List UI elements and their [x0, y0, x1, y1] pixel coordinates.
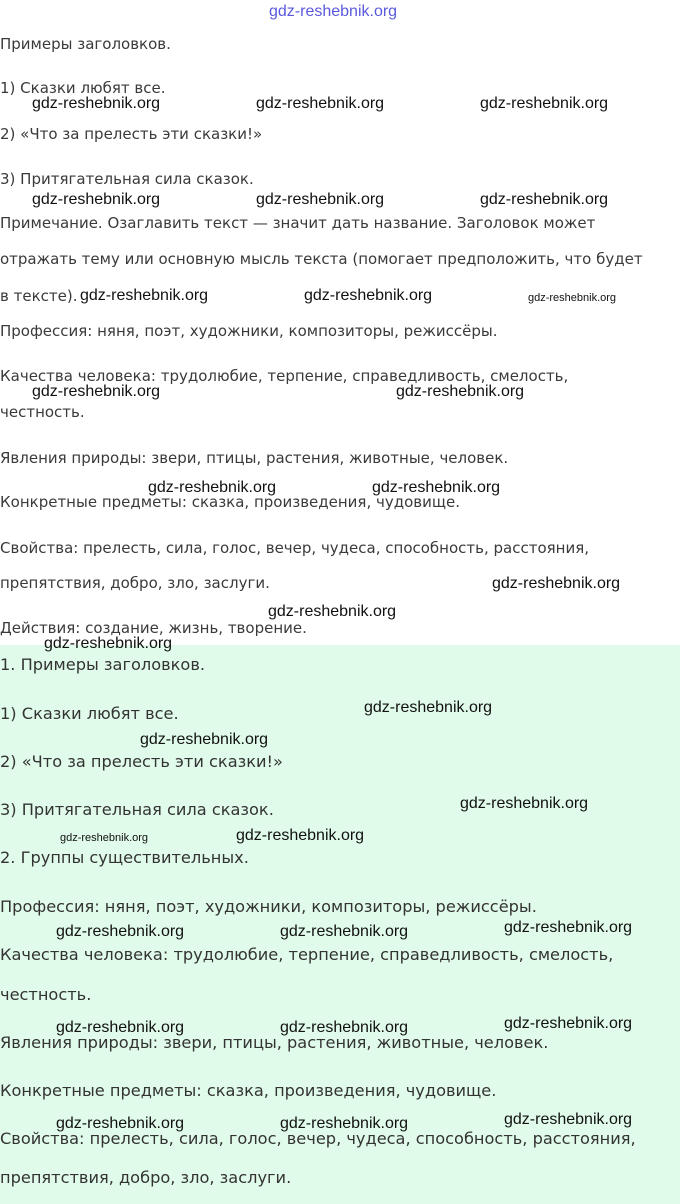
- watermark: gdz-reshebnik.org: [80, 287, 209, 304]
- text-line: Конкретные предметы: сказка, произведения, чудовище.: [0, 1081, 497, 1100]
- watermark: gdz-reshebnik.org: [56, 923, 185, 940]
- text-line: Действия: создание, жизнь, творение.: [0, 619, 307, 637]
- text-line: честность.: [0, 403, 85, 421]
- text-line: честность.: [0, 985, 92, 1004]
- watermark: gdz-reshebnik.org: [372, 479, 501, 496]
- text-line: 1) Сказки любят все.: [0, 704, 179, 723]
- watermark: gdz-reshebnik.org: [32, 383, 161, 400]
- text-line: 2) «Что за прелесть эти сказки!»: [0, 752, 283, 771]
- watermark: gdz-reshebnik.org: [268, 603, 397, 620]
- text-line: Конкретные предметы: сказка, произведения, чудовище.: [0, 493, 460, 511]
- text-line: Качества человека: трудолюбие, терпение, справедливость, смелость,: [0, 945, 614, 964]
- watermark: gdz-reshebnik.org: [236, 827, 365, 844]
- watermark: gdz-reshebnik.org: [280, 1019, 409, 1036]
- text-line: Примечание. Озаглавить текст — значит дать название. Заголовок может: [0, 214, 596, 232]
- text-line: Явления природы: звери, птицы, растения, животные, человек.: [0, 1033, 549, 1052]
- watermark: gdz-reshebnik.org: [44, 635, 173, 652]
- watermark: gdz-reshebnik.org: [504, 919, 633, 936]
- text-line: препятствия, добро, зло, заслуги.: [0, 1168, 292, 1187]
- watermark: gdz-reshebnik.org: [504, 1015, 633, 1032]
- text-line: 3) Притягательная сила сказок.: [0, 170, 254, 188]
- text-line: препятствия, добро, зло, заслуги.: [0, 574, 270, 592]
- watermark: gdz-reshebnik.org: [480, 191, 609, 208]
- text-line: 1. Примеры заголовков.: [0, 655, 206, 674]
- watermark: gdz-reshebnik.org: [396, 383, 525, 400]
- watermark: gdz-reshebnik.org: [32, 95, 161, 112]
- watermark: gdz-reshebnik.org: [269, 3, 398, 20]
- text-line: 2. Группы существительных.: [0, 848, 249, 867]
- watermark: gdz-reshebnik.org: [492, 575, 621, 592]
- text-line: Профессия: няня, поэт, художники, композиторы, режиссёры.: [0, 897, 537, 916]
- watermark: gdz-reshebnik.org: [280, 1115, 409, 1132]
- watermark: gdz-reshebnik.org: [304, 287, 433, 304]
- watermark: gdz-reshebnik.org: [528, 292, 617, 304]
- text-line: 1) Сказки любят все.: [0, 79, 166, 97]
- text-line: Примеры заголовков.: [0, 35, 171, 53]
- text-line: Профессия: няня, поэт, художники, композиторы, режиссёры.: [0, 322, 498, 340]
- text-line: Качества человека: трудолюбие, терпение, справедливость, смелость,: [0, 367, 569, 385]
- watermark: gdz-reshebnik.org: [60, 832, 149, 844]
- watermark: gdz-reshebnik.org: [56, 1115, 185, 1132]
- text-line: 3) Притягательная сила сказок.: [0, 800, 274, 819]
- watermark: gdz-reshebnik.org: [56, 1019, 185, 1036]
- text-line: отражать тему или основную мысль текста (помогает предположить, что будет: [0, 250, 643, 268]
- watermark: gdz-reshebnik.org: [256, 95, 385, 112]
- watermark: gdz-reshebnik.org: [148, 479, 277, 496]
- watermark: gdz-reshebnik.org: [460, 795, 589, 812]
- watermark: gdz-reshebnik.org: [280, 923, 409, 940]
- watermark: gdz-reshebnik.org: [480, 95, 609, 112]
- text-line: в тексте).: [0, 287, 78, 305]
- watermark: gdz-reshebnik.org: [256, 191, 385, 208]
- text-line: Явления природы: звери, птицы, растения, животные, человек.: [0, 449, 509, 467]
- watermark: gdz-reshebnik.org: [32, 191, 161, 208]
- watermark: gdz-reshebnik.org: [140, 731, 269, 748]
- text-line: Свойства: прелесть, сила, голос, вечер, чудеса, способность, расстояния,: [0, 539, 590, 557]
- text-line: Свойства: прелесть, сила, голос, вечер, чудеса, способность, расстояния,: [0, 1129, 636, 1148]
- watermark: gdz-reshebnik.org: [364, 699, 493, 716]
- text-line: 2) «Что за прелесть эти сказки!»: [0, 125, 263, 143]
- watermark: gdz-reshebnik.org: [504, 1111, 633, 1128]
